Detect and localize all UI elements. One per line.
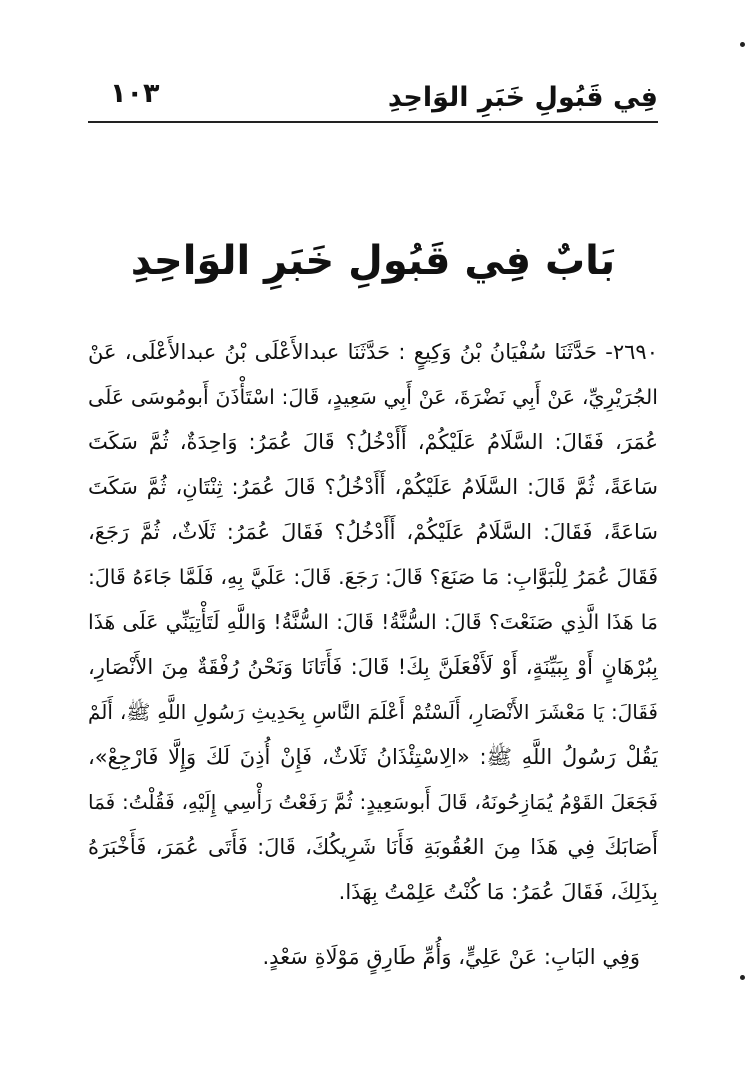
- header-rule: [88, 121, 658, 123]
- text-line: سَاعَةً، ثُمَّ قَالَ: السَّلَامُ عَلَيْكُمْ، أَأَدْخُلُ؟ قَالَ عُمَرُ: ثِنْتَانِ، ثُمَّ سَكَتَ: [88, 475, 658, 499]
- page-header: [88, 72, 658, 120]
- also-in-chapter: [88, 935, 658, 980]
- text-line: ٢٦٩٠- حَدَّثَنَا سُفْيَانُ بْنُ وَكِيعٍ : حَدَّثَنَا عبدالأَعْلَى بْنُ عبدالأَعْلَى، عَنْ: [88, 340, 658, 364]
- text-line: يَقُلْ رَسُولُ اللَّهِ ﷺ: «الِاسْتِئْذَانُ ثَلَاثٌ، فَإِنْ أُذِنَ لَكَ وَإِلَّا فَارْجِعْ»،: [88, 745, 658, 769]
- page-number: ١٠٣: [110, 78, 160, 109]
- also-in-text: وَفِي البَابِ: عَنْ عَلِيٍّ، وَأُمِّ طَارِقٍ مَوْلَاةِ سَعْدٍ.: [262, 945, 640, 969]
- text-line: مَا هَذَا الَّذِي صَنَعْتَ؟ قَالَ: السُّنَّةُ! قَالَ: السُّنَّةُ! وَاللَّهِ لَتَأْتِيَنِّي عَلَى هَذَا: [88, 610, 658, 634]
- text-line: بِذَلِكَ، فَقَالَ عُمَرُ: مَا كُنْتُ عَلِمْتُ بِهَذَا.: [338, 880, 658, 904]
- text-line: فَقَالَ: يَا مَعْشَرَ الأَنْصَارِ، أَلَسْتُمْ أَعْلَمَ النَّاسِ بِحَدِيثِ رَسُولِ اللَّهِ ﷺ، أَلَمْ: [88, 700, 658, 724]
- page-edge-mark: [740, 975, 745, 980]
- text-line: سَاعَةً، فَقَالَ: السَّلَامُ عَلَيْكُمْ، أَأَدْخُلُ؟ فَقَالَ عُمَرُ: ثَلَاثٌ، ثُمَّ رَجَعَ،: [88, 520, 658, 544]
- chapter-heading: بَابٌ فِي قَبُولِ خَبَرِ الوَاحِدِ: [130, 238, 616, 284]
- hadith-text: [88, 330, 658, 915]
- running-title: فِي قَبُولِ خَبَرِ الوَاحِدِ: [387, 82, 658, 113]
- text-line: فَقَالَ عُمَرُ لِلْبَوَّابِ: مَا صَنَعَ؟ قَالَ: رَجَعَ. قَالَ: عَلَيَّ بِهِ، فَلَمَّا جَاءَهُ قَالَ:: [88, 565, 658, 589]
- text-line: عُمَرَ، فَقَالَ: السَّلَامُ عَلَيْكُمْ، أَأَدْخُلُ؟ قَالَ عُمَرُ: وَاحِدَةٌ، ثُمَّ سَكَتَ: [88, 430, 658, 454]
- text-line: أَصَابَكَ فِي هَذَا مِنَ العُقُوبَةِ فَأَنَا شَرِيكُكَ، قَالَ: فَأَتَى عُمَرَ، فَأَخْبَرَهُ: [88, 835, 658, 859]
- text-line: بِبُرْهَانٍ أَوْ بِبَيِّنَةٍ، أَوْ لَأَفْعَلَنَّ بِكَ! قَالَ: فَأَتَانَا وَنَحْنُ رُفْقَةٌ مِنَ الأَنْصَارِ،: [88, 655, 658, 679]
- text-line: فَجَعَلَ القَوْمُ يُمَازِحُونَهُ، قَالَ أَبوسَعِيدٍ: ثُمَّ رَفَعْتُ رَأْسِي إِلَيْهِ، فَقُلْتُ: فَمَا: [88, 790, 658, 814]
- page-edge-mark: [740, 42, 745, 47]
- text-line: الجُرَيْرِيِّ، عَنْ أَبِي نَضْرَةَ، عَنْ أَبِي سَعِيدٍ، قَالَ: اسْتَأْذَنَ أَبومُوسَى عَلَى: [88, 385, 658, 409]
